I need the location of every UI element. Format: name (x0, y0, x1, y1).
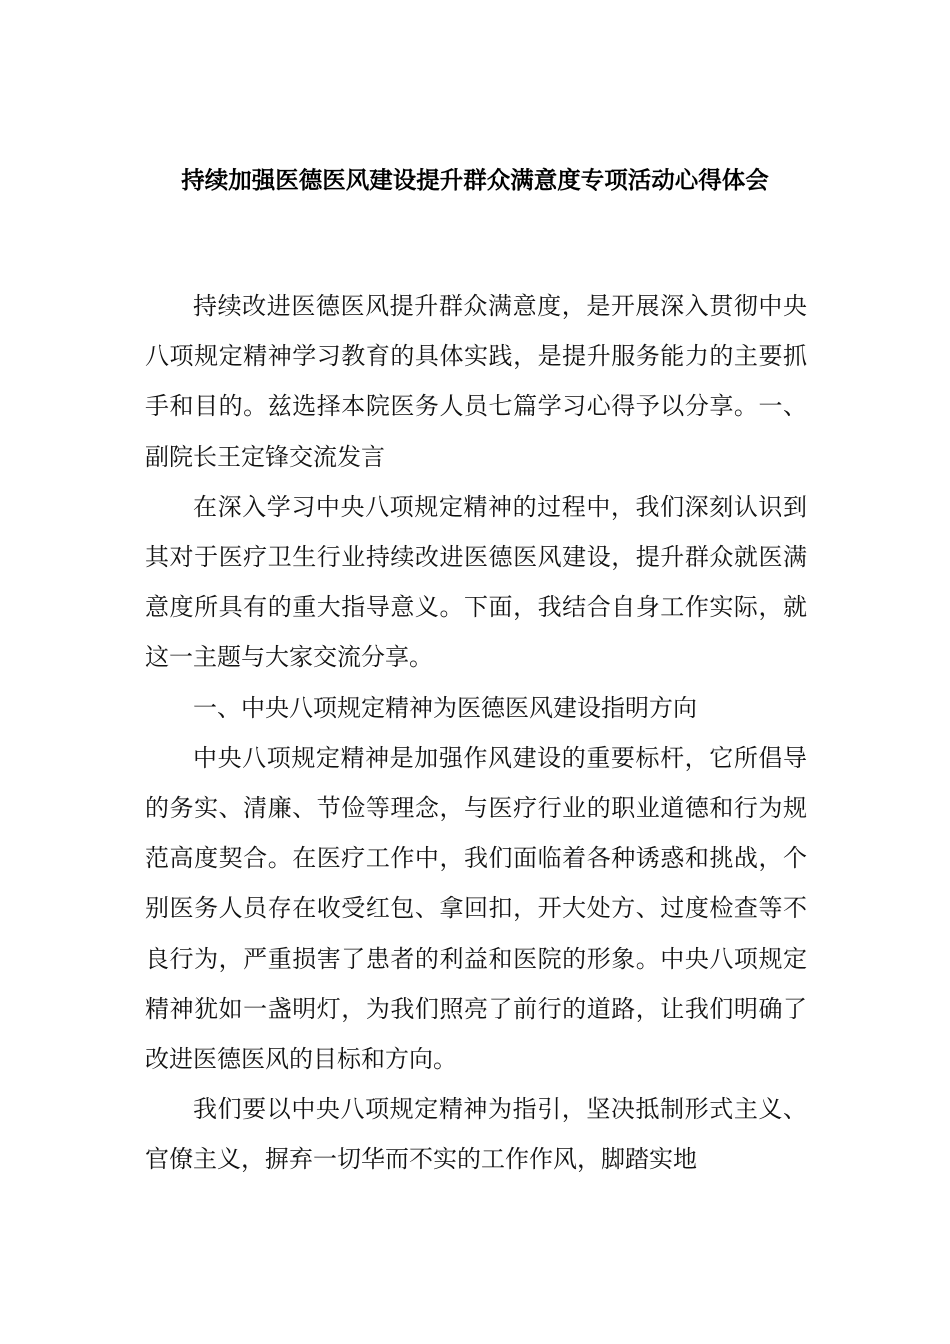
document-title: 持续加强医德医风建设提升群众满意度专项活动心得体会 (181, 166, 769, 194)
document-body (145, 281, 807, 1185)
body-paragraph: 在深入学习中央八项规定精神的过程中，我们深刻认识到其对于医疗卫生行业持续改进医德医风建设，提升群众就医满意度所具有的重大指导意义。下面，我结合自身工作实际，就这一主题与大家交流分享。 (145, 492, 807, 672)
body-paragraph: 中央八项规定精神是加强作风建设的重要标杆，它所倡导的务实、清廉、节俭等理念，与医疗行业的职业道德和行为规范高度契合。在医疗工作中，我们面临着各种诱惑和挑战，个别医务人员存在收受红包、拿回扣，开大处方、过度检查等不良行为，严重损害了患者的利益和医院的形象。中央八项规定精神犹如一盏明灯，为我们照亮了前行的道路，让我们明确了改进医德医风的目标和方向。 (145, 743, 807, 1074)
body-paragraph: 我们要以中央八项规定精神为指引，坚决抵制形式主义、官僚主义，摒弃一切华而不实的工作作风，脚踏实地 (145, 1095, 807, 1174)
body-paragraph: 持续改进医德医风提升群众满意度，是开展深入贯彻中央八项规定精神学习教育的具体实践，是提升服务能力的主要抓手和目的。兹选择本院医务人员七篇学习心得予以分享。一、副院长王定锋交流发言 (145, 292, 807, 471)
section-heading: 一、中央八项规定精神为医德医风建设指明方向 (193, 693, 697, 722)
